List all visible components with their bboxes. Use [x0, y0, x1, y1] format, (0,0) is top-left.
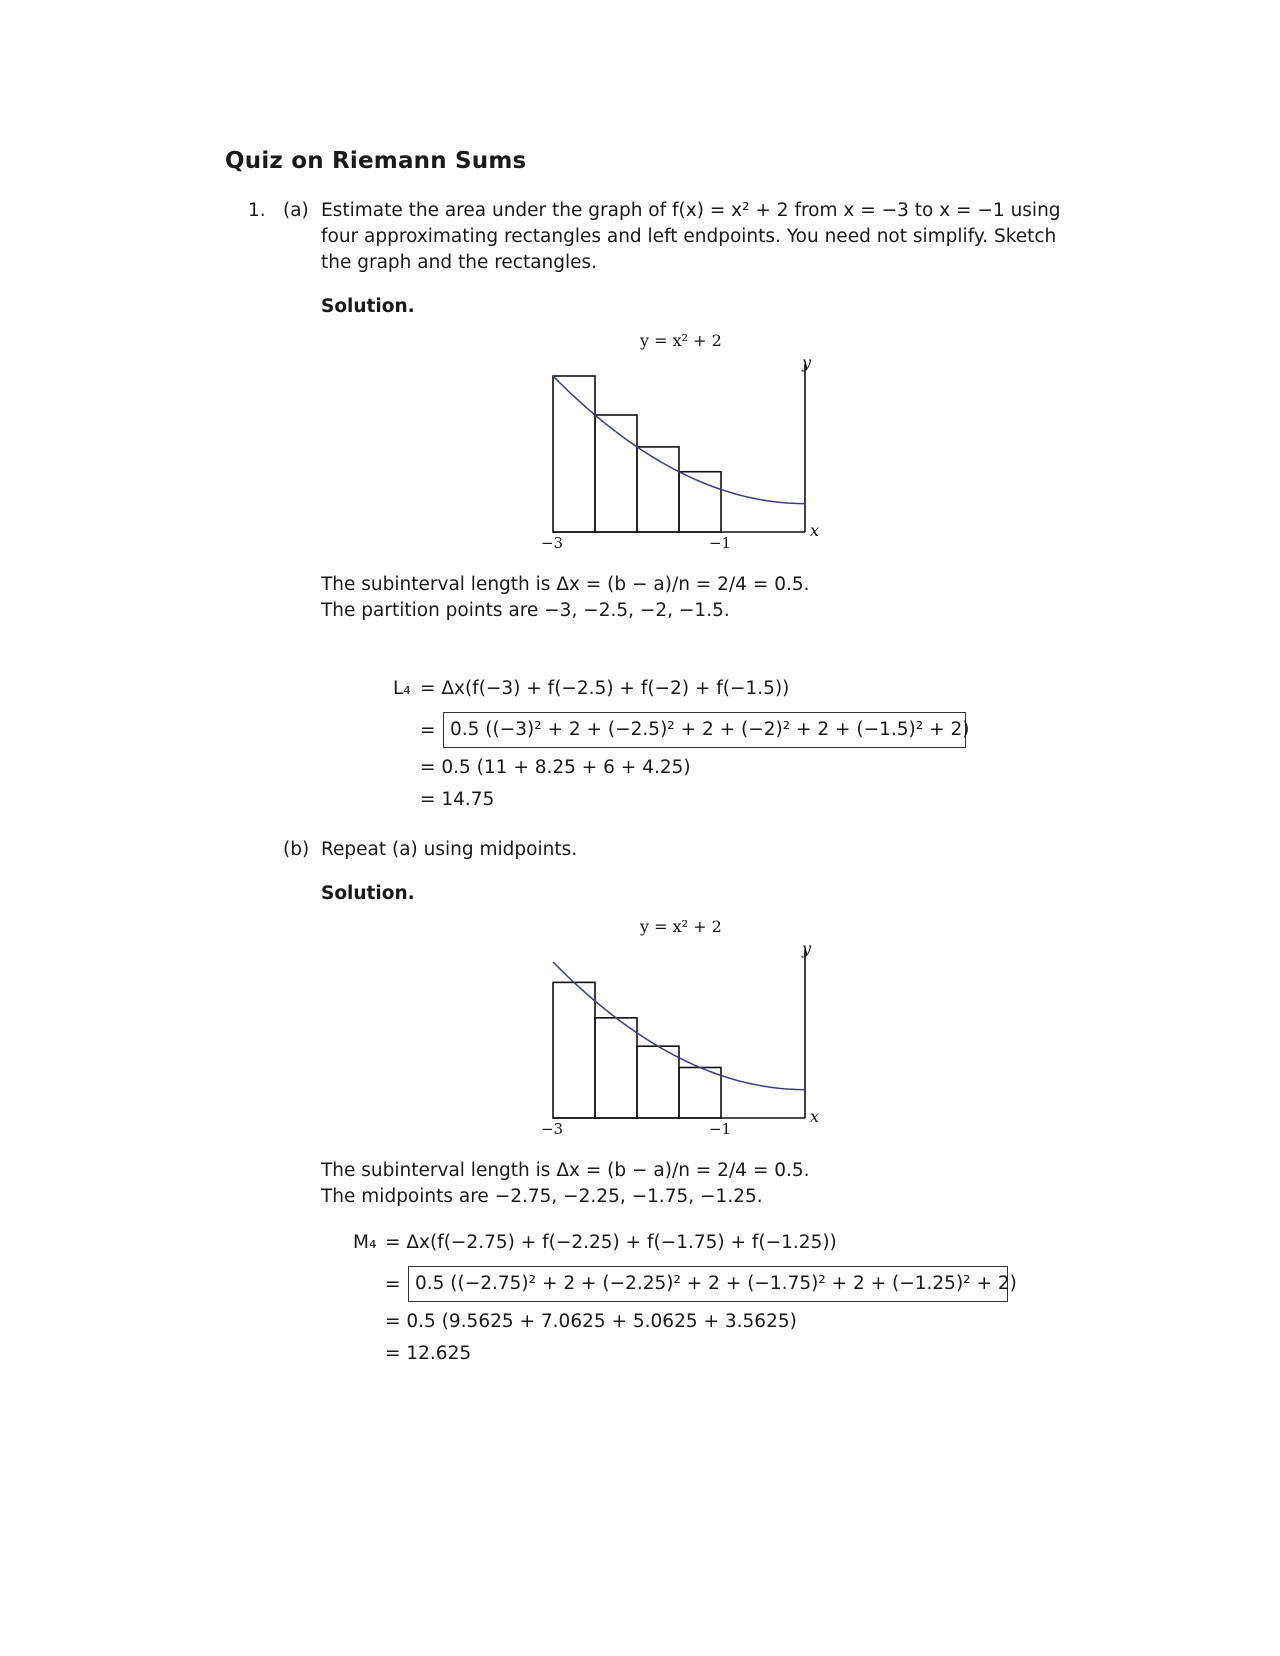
- x-axis-label: x: [810, 1107, 820, 1126]
- part-a-line-2: four approximating rectangles and left endpoints. You need not simplify. Sketch: [321, 226, 1057, 247]
- part-a-line-1: Estimate the area under the graph of f(x) = x² + 2 from x = −3 to x = −1 using: [321, 200, 1061, 221]
- part-b-label: (b): [283, 839, 310, 860]
- riemann-rectangle-4: [679, 1067, 721, 1118]
- part-b-line: Repeat (a) using midpoints.: [321, 839, 578, 860]
- math-a-lhs: L₄: [393, 678, 411, 699]
- math-a-line-3: = 0.5 (11 + 8.25 + 6 + 4.25): [420, 757, 691, 778]
- tick-label-right: −1: [708, 534, 732, 552]
- page-title: Quiz on Riemann Sums: [225, 148, 527, 174]
- math-b-equals: =: [385, 1274, 401, 1295]
- tick-label-right: −1: [708, 1120, 732, 1138]
- problem-number: 1.: [248, 200, 266, 221]
- math-b-boxed: [408, 1266, 1017, 1302]
- y-axis-label: y: [802, 353, 812, 372]
- math-b-line-1: = Δx(f(−2.75) + f(−2.25) + f(−1.75) + f(−1.25)): [385, 1232, 837, 1253]
- math-a-equals: =: [420, 720, 436, 741]
- riemann-rectangle-3: [637, 1046, 679, 1118]
- riemann-rectangle-2: [595, 1018, 637, 1118]
- x-axis-label: x: [810, 521, 820, 540]
- part-b-text-2: The midpoints are −2.75, −2.25, −1.75, −1.25.: [321, 1186, 763, 1207]
- y-axis-label: y: [802, 939, 812, 958]
- tick-label-left: −3: [540, 1120, 564, 1138]
- part-a-label: (a): [283, 200, 309, 221]
- math-b-line-4: = 12.625: [385, 1343, 472, 1364]
- part-a-text-2: The partition points are −3, −2.5, −2, −1.5.: [321, 600, 730, 621]
- curve-label: y = x² + 2: [640, 331, 722, 350]
- math-a-line-1: = Δx(f(−3) + f(−2.5) + f(−2) + f(−1.5)): [420, 678, 790, 699]
- math-a-line-2: 0.5 ((−3)² + 2 + (−2.5)² + 2 + (−2)² + 2 + (−1.5)² + 2): [450, 719, 970, 740]
- math-a-line-4: = 14.75: [420, 789, 495, 810]
- math-b-line-2: 0.5 ((−2.75)² + 2 + (−2.25)² + 2 + (−1.75)² + 2 + (−1.25)² + 2): [415, 1273, 1017, 1294]
- math-b-lhs: M₄: [353, 1232, 377, 1253]
- part-b-text-1: The subinterval length is Δx = (b − a)/n = 2/4 = 0.5.: [321, 1160, 810, 1181]
- tick-label-left: −3: [540, 534, 564, 552]
- math-b-line-3: = 0.5 (9.5625 + 7.0625 + 5.0625 + 3.5625): [385, 1311, 797, 1332]
- part-a-line-3: the graph and the rectangles.: [321, 252, 598, 273]
- part-a-solution-label: Solution.: [321, 296, 415, 317]
- part-b-solution-label: Solution.: [321, 883, 415, 904]
- riemann-rectangle-1: [553, 982, 595, 1118]
- part-a-text-1: The subinterval length is Δx = (b − a)/n = 2/4 = 0.5.: [321, 574, 810, 595]
- curve-label: y = x² + 2: [640, 917, 722, 936]
